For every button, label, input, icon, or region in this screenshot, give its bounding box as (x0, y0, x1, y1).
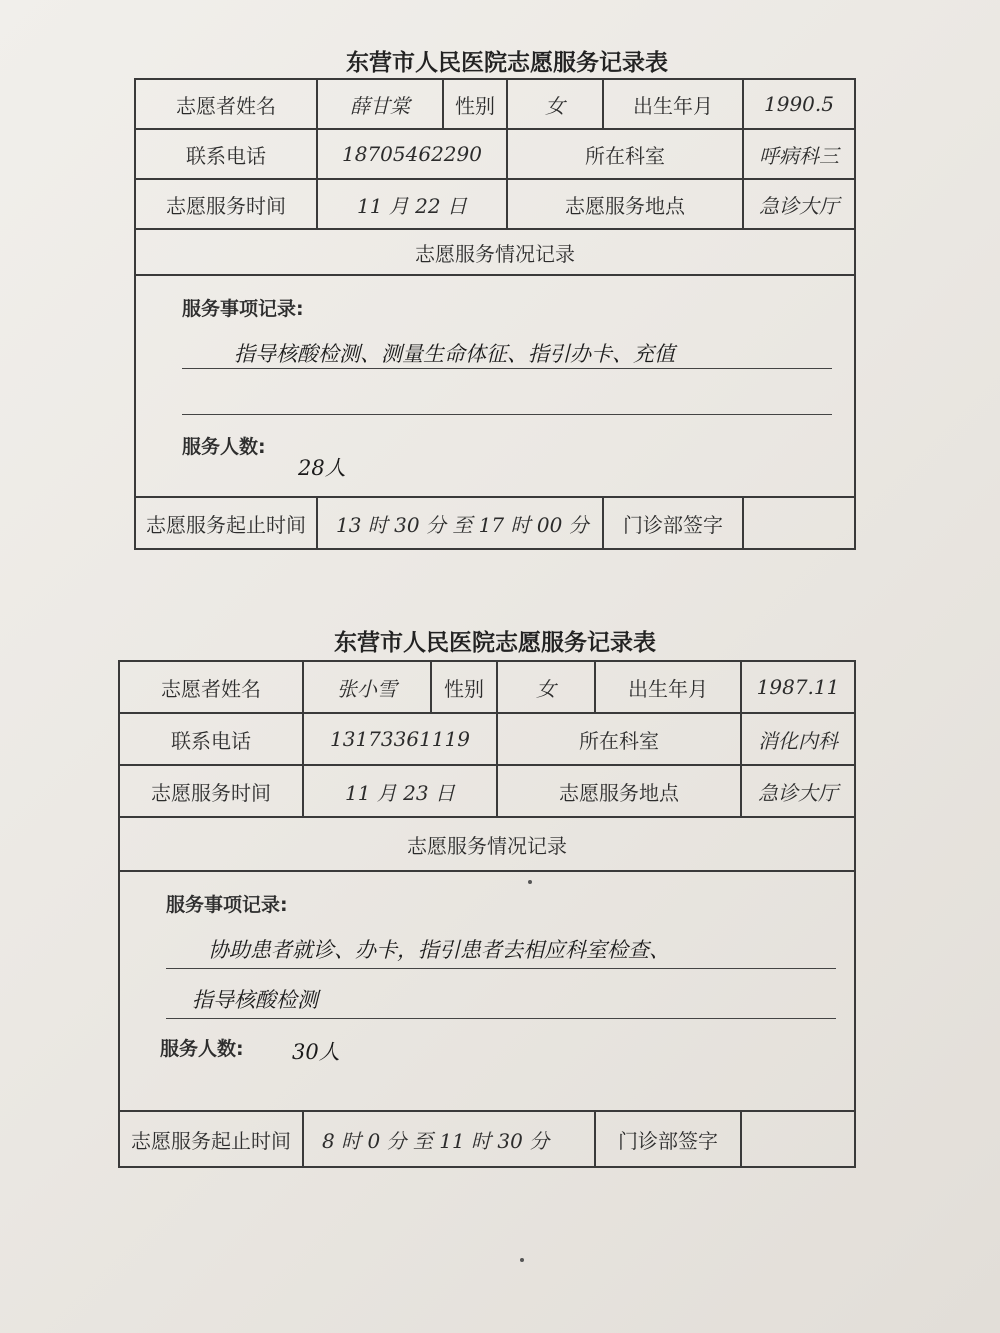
signature-label: 门诊部签字 (603, 497, 743, 549)
service-place-label: 志愿服务地点 (497, 765, 741, 817)
service-place-value[interactable]: 急诊大厅 (741, 765, 855, 817)
count-label: 服务人数: (160, 1038, 244, 1060)
service-record-area (135, 275, 855, 497)
department-value[interactable]: 呼病科三 (743, 129, 855, 179)
department-value[interactable]: 消化内科 (741, 713, 855, 765)
phone-label: 联系电话 (119, 713, 303, 765)
gender-label: 性别 (443, 79, 507, 129)
gender-value[interactable]: 女 (497, 661, 595, 713)
items-line-2[interactable]: 指导核酸检测 (192, 988, 318, 1012)
items-rule-2 (166, 1018, 836, 1019)
name-value[interactable]: 张小雪 (303, 661, 431, 713)
count-label: 服务人数: (182, 436, 266, 458)
phone-value[interactable]: 13173361119 (303, 713, 497, 765)
name-value[interactable]: 薛甘棠 (317, 79, 443, 129)
start-end-label: 志愿服务起止时间 (119, 1111, 303, 1167)
form-title: 东营市人民医院志愿服务记录表 (334, 629, 656, 656)
items-line-1[interactable]: 指导核酸检测、测量生命体征、指引办卡、充值 (234, 342, 675, 366)
section-heading: 志愿服务情况记录 (135, 229, 855, 275)
start-end-value[interactable]: 8 时 0 分 至 11 时 30 分 (303, 1111, 595, 1167)
name-label: 志愿者姓名 (119, 661, 303, 713)
items-label: 服务事项记录: (166, 894, 288, 916)
form-title: 东营市人民医院志愿服务记录表 (346, 49, 668, 76)
info-table (118, 660, 856, 1168)
service-time-label: 志愿服务时间 (119, 765, 303, 817)
items-label: 服务事项记录: (182, 298, 304, 320)
items-rule-1 (182, 368, 832, 369)
service-date-value[interactable]: 11 月 23 日 (303, 765, 497, 817)
department-label: 所在科室 (507, 129, 743, 179)
count-value[interactable]: 30人 (292, 1040, 340, 1064)
info-table (134, 78, 856, 550)
service-place-value[interactable]: 急诊大厅 (743, 179, 855, 229)
gender-label: 性别 (431, 661, 497, 713)
items-rule-2 (182, 414, 832, 415)
signature-label: 门诊部签字 (595, 1111, 741, 1167)
department-label: 所在科室 (497, 713, 741, 765)
phone-label: 联系电话 (135, 129, 317, 179)
birth-label: 出生年月 (603, 79, 743, 129)
section-heading: 志愿服务情况记录 (119, 817, 855, 871)
signature-value[interactable] (743, 497, 855, 549)
name-label: 志愿者姓名 (135, 79, 317, 129)
paper-speck (520, 1258, 524, 1262)
service-time-label: 志愿服务时间 (135, 179, 317, 229)
birth-value[interactable]: 1990.5 (743, 79, 855, 129)
count-value[interactable]: 28人 (298, 456, 346, 480)
signature-value[interactable] (741, 1111, 855, 1167)
service-place-label: 志愿服务地点 (507, 179, 743, 229)
paper-speck (528, 880, 532, 884)
phone-value[interactable]: 18705462290 (317, 129, 507, 179)
items-line-1[interactable]: 协助患者就诊、办卡，指引患者去相应科室检查、 (208, 938, 670, 962)
start-end-label: 志愿服务起止时间 (135, 497, 317, 549)
birth-label: 出生年月 (595, 661, 741, 713)
start-end-value[interactable]: 13 时 30 分 至 17 时 00 分 (317, 497, 603, 549)
items-rule-1 (166, 968, 836, 969)
service-record-area (119, 871, 855, 1111)
service-date-value[interactable]: 11 月 22 日 (317, 179, 507, 229)
birth-value[interactable]: 1987.11 (741, 661, 855, 713)
gender-value[interactable]: 女 (507, 79, 603, 129)
